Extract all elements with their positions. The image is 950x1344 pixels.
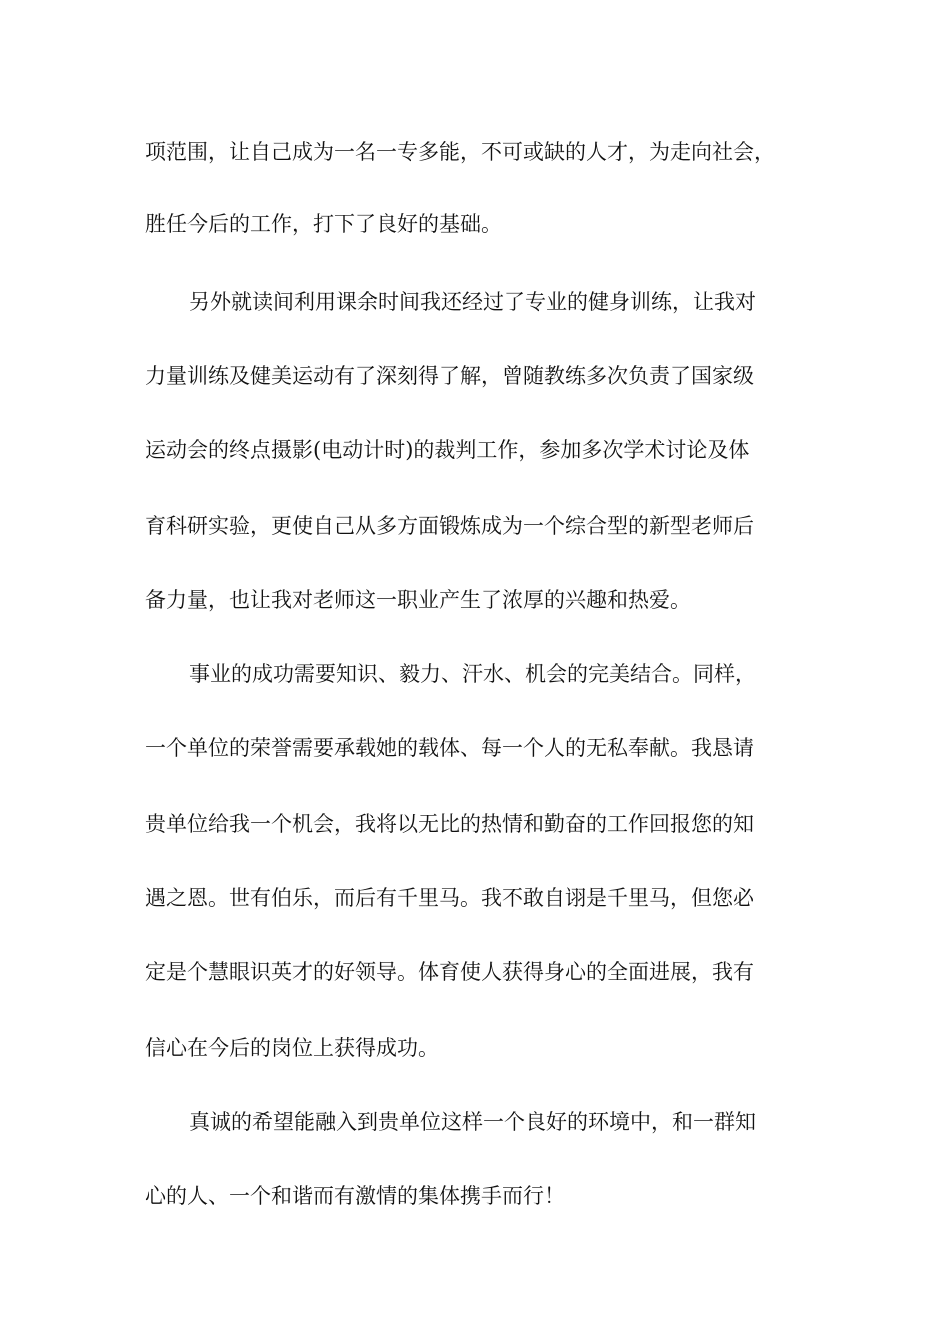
text-line: 项范围，让自己成为一名一专多能，不可或缺的人才，为走向社会，: [145, 140, 775, 164]
text-line: 胜任今后的工作，打下了良好的基础。: [145, 212, 502, 236]
paragraph-first-line: 真诚的希望能融入到贵单位这样一个良好的环境中，和一群知: [189, 1110, 756, 1134]
text-line: 一个单位的荣誉需要承载她的载体、每一个人的无私奉献。我恳请: [145, 736, 754, 760]
paragraph-first-line: 另外就读间利用课余时间我还经过了专业的健身训练，让我对: [189, 290, 756, 314]
text-line: 运动会的终点摄影(电动计时)的裁判工作，参加多次学术讨论及体: [145, 438, 750, 462]
text-line: 力量训练及健美运动有了深刻得了解，曾随教练多次负责了国家级: [145, 364, 754, 388]
text-line: 贵单位给我一个机会，我将以无比的热情和勤奋的工作回报您的知: [145, 812, 754, 836]
text-line: 心的人、一个和谐而有激情的集体携手而行！: [145, 1184, 565, 1208]
text-line: 育科研实验，更使自己从多方面锻炼成为一个综合型的新型老师后: [145, 514, 754, 538]
text-line: 备力量，也让我对老师这一职业产生了浓厚的兴趣和热爱。: [145, 588, 691, 612]
text-line: 信心在今后的岗位上获得成功。: [145, 1036, 439, 1060]
text-line: 遇之恩。世有伯乐，而后有千里马。我不敢自诩是千里马，但您必: [145, 886, 754, 910]
paragraph-first-line: 事业的成功需要知识、毅力、汗水、机会的完美结合。同样，: [189, 662, 756, 686]
text-line: 定是个慧眼识英才的好领导。体育使人获得身心的全面进展，我有: [145, 960, 754, 984]
